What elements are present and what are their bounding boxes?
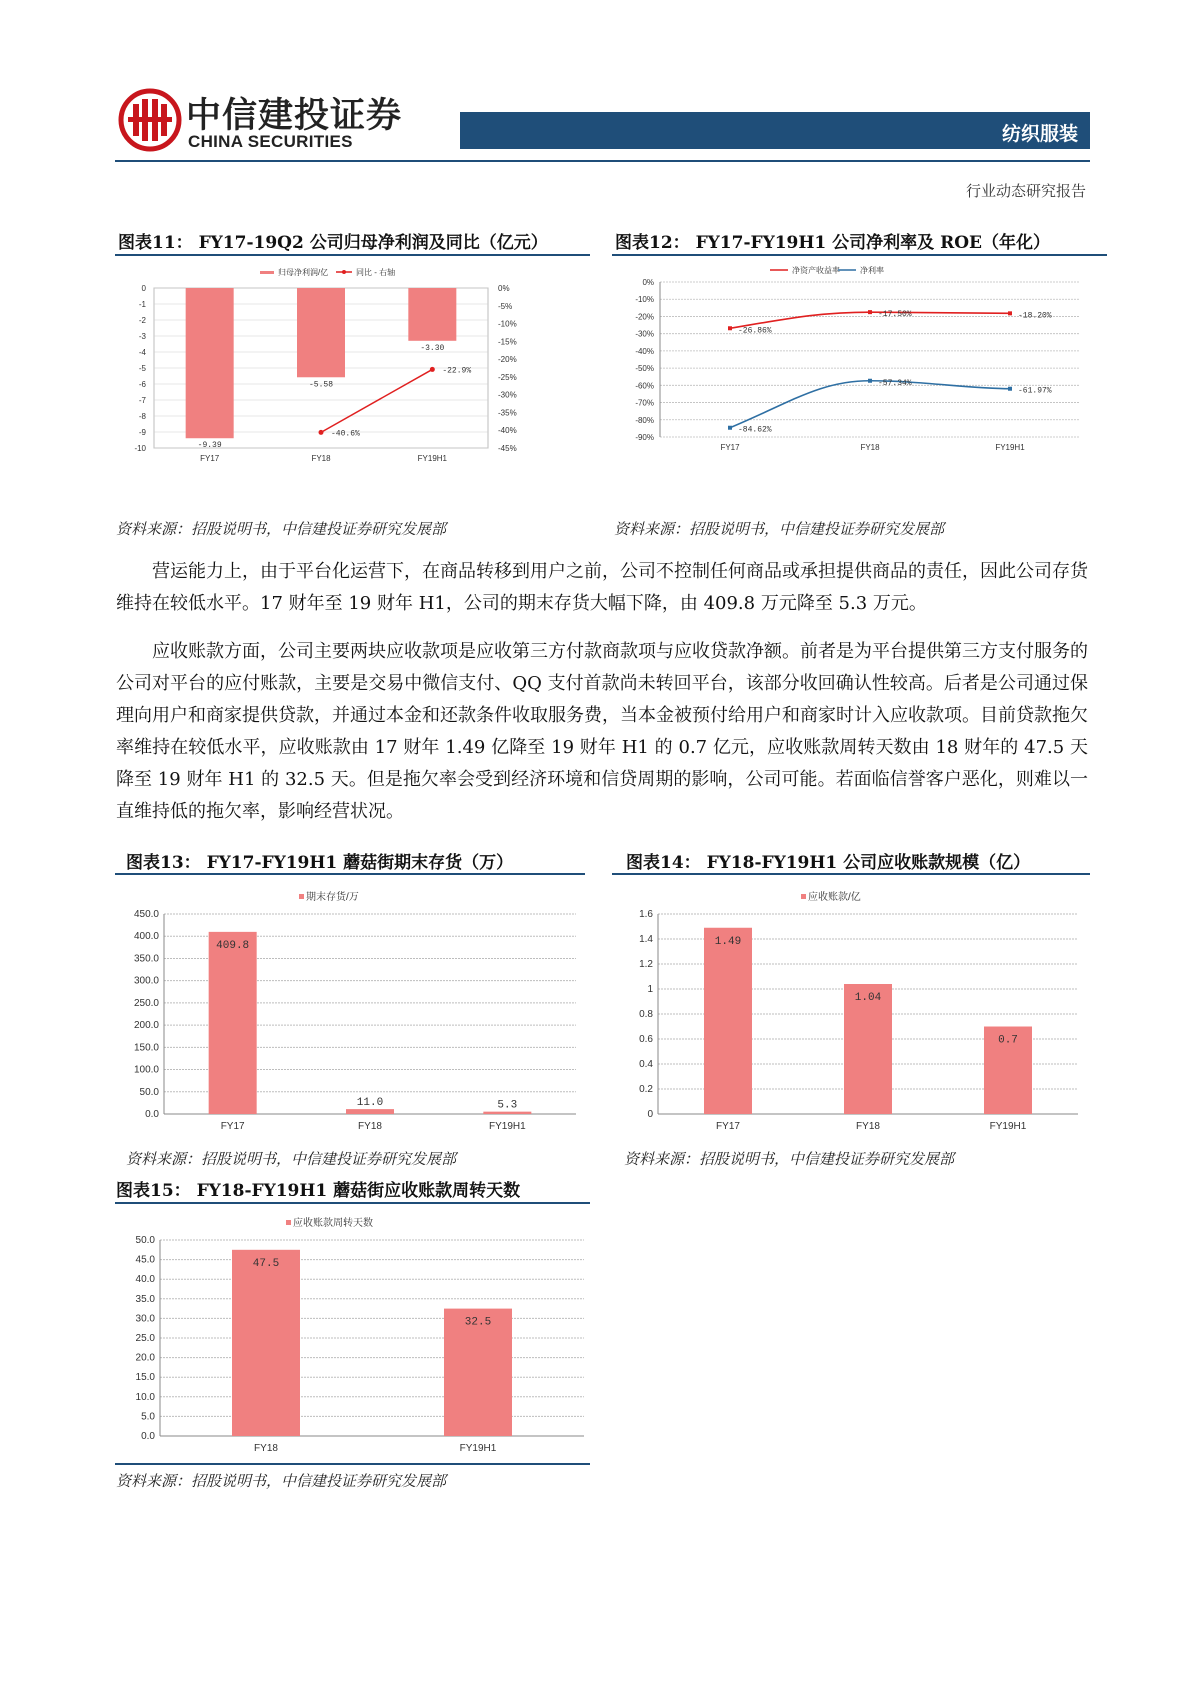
line-point <box>430 367 435 372</box>
fig15-rule <box>115 1202 590 1204</box>
y-right-tick-label: -45% <box>498 444 517 453</box>
line-value-label: -26.86% <box>738 326 772 336</box>
bar-value-label: 11.0 <box>356 1097 384 1110</box>
y-right-tick-label: 0% <box>498 284 510 293</box>
paragraph-inventory: 营运能力上，由于平台化运营下，在商品转移到用户之前，公司不控制任何商品或承担提供商品的责任，因此公司存货维持在较低水平。17 财年至 19 财年 H1，公司的期末存货大幅下降，由 409.8 万元降至 5.3 万元。 <box>116 561 1088 614</box>
y-left-tick-label: -5 <box>138 364 146 373</box>
y-tick-label: -30% <box>635 329 654 339</box>
y-tick-label: 1.2 <box>639 959 653 970</box>
fig13-source: 资料来源：招股说明书，中信建投证券研究发展部 <box>126 1150 457 1168</box>
x-tick-label: FY18 <box>311 454 331 463</box>
series-line-net-margin <box>730 378 1010 428</box>
y-tick-label: 400.0 <box>133 931 159 943</box>
fig12-rule <box>612 254 1107 256</box>
bar <box>297 288 345 377</box>
line-value-label: -40.6% <box>331 429 360 439</box>
y-tick-label: 450.0 <box>133 909 159 920</box>
y-right-tick-label: -25% <box>498 372 517 382</box>
legend-label: 净利率 <box>860 266 884 275</box>
fig12-source: 资料来源：招股说明书，中信建投证券研究发展部 <box>614 520 945 538</box>
line-point <box>319 430 324 435</box>
x-tick-label: FY18 <box>254 1443 278 1454</box>
bar-value-label: 409.8 <box>216 939 250 952</box>
y-tick-label: 250.0 <box>133 997 159 1009</box>
y-tick-label: 15.0 <box>135 1372 155 1384</box>
y-left-tick-label: -7 <box>138 396 146 405</box>
legend-label: 应收账款/亿 <box>808 892 861 903</box>
y-left-tick-label: -9 <box>138 428 146 437</box>
y-tick-label: 0.0 <box>141 1431 155 1442</box>
y-tick-label: 20.0 <box>135 1352 155 1364</box>
legend-label: 归母净利润/亿 <box>278 268 329 277</box>
y-right-tick-label: -15% <box>498 337 517 347</box>
y-tick-label: -90% <box>635 433 654 442</box>
logo-english-name: CHINA SECURITIES <box>188 132 353 151</box>
bar-value-label: 1.04 <box>854 992 882 1004</box>
y-tick-label: -40% <box>635 346 654 356</box>
y-tick-label: 1.4 <box>639 934 653 945</box>
y-tick-label: -10% <box>635 295 654 305</box>
y-left-tick-label: -1 <box>138 300 146 309</box>
y-tick-label: 50.0 <box>139 1086 159 1098</box>
y-right-tick-label: -10% <box>498 319 517 329</box>
bar-value-label: 0.7 <box>998 1034 1018 1047</box>
bar-value-label: 1.49 <box>714 935 742 948</box>
x-tick-label: FY19H1 <box>488 1121 526 1132</box>
bar <box>704 928 752 1114</box>
y-left-tick-label: -10 <box>134 444 146 453</box>
line-value-label: -84.62% <box>738 425 772 435</box>
y-tick-label: -70% <box>635 398 654 408</box>
y-tick-label: 0.2 <box>639 1084 653 1095</box>
y-tick-label: 100.0 <box>133 1064 159 1076</box>
bar-value-label: -9.39 <box>197 441 222 451</box>
y-tick-label: 25.0 <box>135 1333 155 1344</box>
y-tick-label: 0.6 <box>639 1034 653 1045</box>
bar <box>483 1112 531 1114</box>
y-tick-label: 0 <box>647 1109 653 1120</box>
legend-marker <box>342 270 346 274</box>
y-tick-label: 300.0 <box>133 975 159 987</box>
legend-label: 同比 - 右轴 <box>356 268 396 277</box>
legend-swatch <box>299 894 304 899</box>
paragraph-receivables: 应收账款方面，公司主要两块应收款项是应收第三方付款商款项与应收贷款净额。前者是为平台提供第三方支付服务的公司对平台的应付账款，主要是交易中微信支付、QQ 支付首款尚未转回平台，该部分收回确认性较高。后者是公司通过保理向用户和商家提供贷款，并通过本金和还款条件收取服务费，当本金被预付给用户和商家时计入应收款项。目前贷款拖欠率维持在较低水平，应收账款由 17 财年 1.49 亿降至 19 财年 H1 的 0.7 亿元，应收账款周转天数由 18 财年的 47.5 天降至 19 财年 H1 的 32.5 天。但是拖欠率会受到经济环境和信贷周期的影响，公司可能。若面临信誉客户恶化，则难以一直维持低的拖欠率，影响经营状况。 <box>116 641 1088 822</box>
legend-label: 期末存货/万 <box>306 892 359 903</box>
y-left-tick-label: -6 <box>138 380 146 389</box>
fig14-chart <box>628 880 1083 1135</box>
y-left-tick-label: -4 <box>138 348 146 357</box>
y-tick-label: 1.6 <box>639 909 653 920</box>
y-left-tick-label: 0 <box>141 284 146 293</box>
x-tick-label: FY18 <box>856 1121 880 1132</box>
line-value-label: -17.50% <box>878 310 912 320</box>
x-tick-label: FY17 <box>220 1121 245 1132</box>
x-tick-label: FY17 <box>716 1121 740 1132</box>
series-line-roe <box>730 312 1010 328</box>
legend-label: 净资产收益率 <box>792 266 840 275</box>
fig15-chart <box>118 1208 588 1460</box>
y-tick-label: 45.0 <box>135 1254 155 1266</box>
x-tick-label: FY17 <box>720 443 740 452</box>
x-tick-label: FY17 <box>200 454 220 463</box>
bar <box>186 288 234 438</box>
y-tick-label: -80% <box>635 415 654 425</box>
bar-value-label: -3.30 <box>420 343 445 353</box>
x-tick-label: FY19H1 <box>995 443 1025 452</box>
y-tick-label: 0.4 <box>639 1059 653 1070</box>
line-value-label: -57.34% <box>878 378 912 388</box>
y-tick-label: -60% <box>635 381 654 391</box>
y-tick-label: 50.0 <box>135 1235 155 1246</box>
y-left-tick-label: -8 <box>138 412 146 421</box>
x-tick-label: FY18 <box>358 1121 382 1132</box>
legend-swatch <box>801 894 806 899</box>
bar <box>408 288 456 341</box>
y-tick-label: -50% <box>635 364 654 374</box>
y-right-tick-label: -40% <box>498 426 517 436</box>
y-tick-label: 1 <box>647 984 653 995</box>
y-tick-label: 0% <box>642 278 654 287</box>
y-right-tick-label: -20% <box>498 355 517 365</box>
y-tick-label: 200.0 <box>133 1020 159 1032</box>
fig15-bottom-rule <box>115 1463 590 1465</box>
bar <box>209 932 257 1114</box>
fig15-title: 图表15： FY18-FY19H1 蘑菇街应收账款周转天数 <box>116 1181 521 1201</box>
fig13-rule <box>115 873 585 875</box>
y-tick-label: 0.0 <box>145 1109 159 1120</box>
header-rule <box>115 160 1090 162</box>
fig12-title: 图表12： FY17-FY19H1 公司净利率及 ROE（年化） <box>615 233 1050 253</box>
y-tick-label: 10.0 <box>135 1391 155 1403</box>
fig11-rule <box>115 254 590 256</box>
line-point <box>728 326 732 330</box>
fig15-source: 资料来源：招股说明书，中信建投证券研究发展部 <box>116 1472 447 1490</box>
y-tick-label: 35.0 <box>135 1293 155 1305</box>
y-tick-label: 40.0 <box>135 1274 155 1286</box>
line-point <box>868 379 872 383</box>
fig12-chart <box>620 262 1090 502</box>
line-point <box>1008 387 1012 391</box>
y-tick-label: -20% <box>635 312 654 322</box>
logo-chinese-name: 中信建投证券 <box>186 96 403 136</box>
china-securities-emblem-icon <box>118 88 182 152</box>
x-tick-label: FY18 <box>860 443 880 452</box>
x-tick-label: FY19H1 <box>459 1443 497 1454</box>
line-value-label: -22.9% <box>442 366 472 376</box>
y-tick-label: 350.0 <box>133 953 159 965</box>
sector-band <box>460 112 1090 149</box>
line-value-label: -61.97% <box>1018 386 1052 396</box>
fig13-chart <box>126 880 581 1135</box>
bar <box>232 1250 300 1436</box>
fig11-chart <box>118 258 590 508</box>
fig11-source: 资料来源：招股说明书，中信建投证券研究发展部 <box>116 520 447 538</box>
bar-value-label: 47.5 <box>252 1257 280 1270</box>
report-type: 行业动态研究报告 <box>965 182 1086 200</box>
sector-label: 纺织服装 <box>1001 123 1078 145</box>
y-right-tick-label: -30% <box>498 390 517 400</box>
x-tick-label: FY19H1 <box>989 1121 1027 1132</box>
y-left-tick-label: -3 <box>138 332 146 341</box>
y-right-tick-label: -5% <box>498 301 513 311</box>
fig14-rule <box>612 873 1090 875</box>
fig14-source: 资料来源：招股说明书，中信建投证券研究发展部 <box>624 1150 955 1168</box>
brand-logo <box>118 88 182 152</box>
bar <box>346 1109 394 1114</box>
legend-swatch <box>286 1220 291 1225</box>
y-tick-label: 150.0 <box>133 1042 159 1054</box>
fig14-title: 图表14： FY18-FY19H1 公司应收账款规模（亿） <box>626 853 1031 873</box>
line-value-label: -18.20% <box>1018 311 1052 321</box>
x-tick-label: FY19H1 <box>417 454 448 463</box>
bar-value-label: -5.58 <box>308 380 334 390</box>
y-tick-label: 0.8 <box>639 1009 653 1020</box>
y-right-tick-label: -35% <box>498 408 517 418</box>
legend-label: 应收账款周转天数 <box>293 1218 373 1229</box>
y-tick-label: 30.0 <box>135 1313 155 1325</box>
y-left-tick-label: -2 <box>138 316 146 325</box>
y-tick-label: 5.0 <box>141 1411 155 1423</box>
line-point <box>728 426 732 430</box>
line-point <box>1008 311 1012 315</box>
bar-value-label: 5.3 <box>497 1099 518 1112</box>
fig11-title: 图表11： FY17-19Q2 公司归母净利润及同比（亿元） <box>118 233 548 253</box>
line-point <box>868 310 872 314</box>
fig13-title: 图表13： FY17-FY19H1 蘑菇街期末存货（万） <box>126 853 514 873</box>
legend-swatch-bar <box>260 271 274 274</box>
bar-value-label: 32.5 <box>464 1316 492 1329</box>
series-line-yoy <box>321 369 432 432</box>
